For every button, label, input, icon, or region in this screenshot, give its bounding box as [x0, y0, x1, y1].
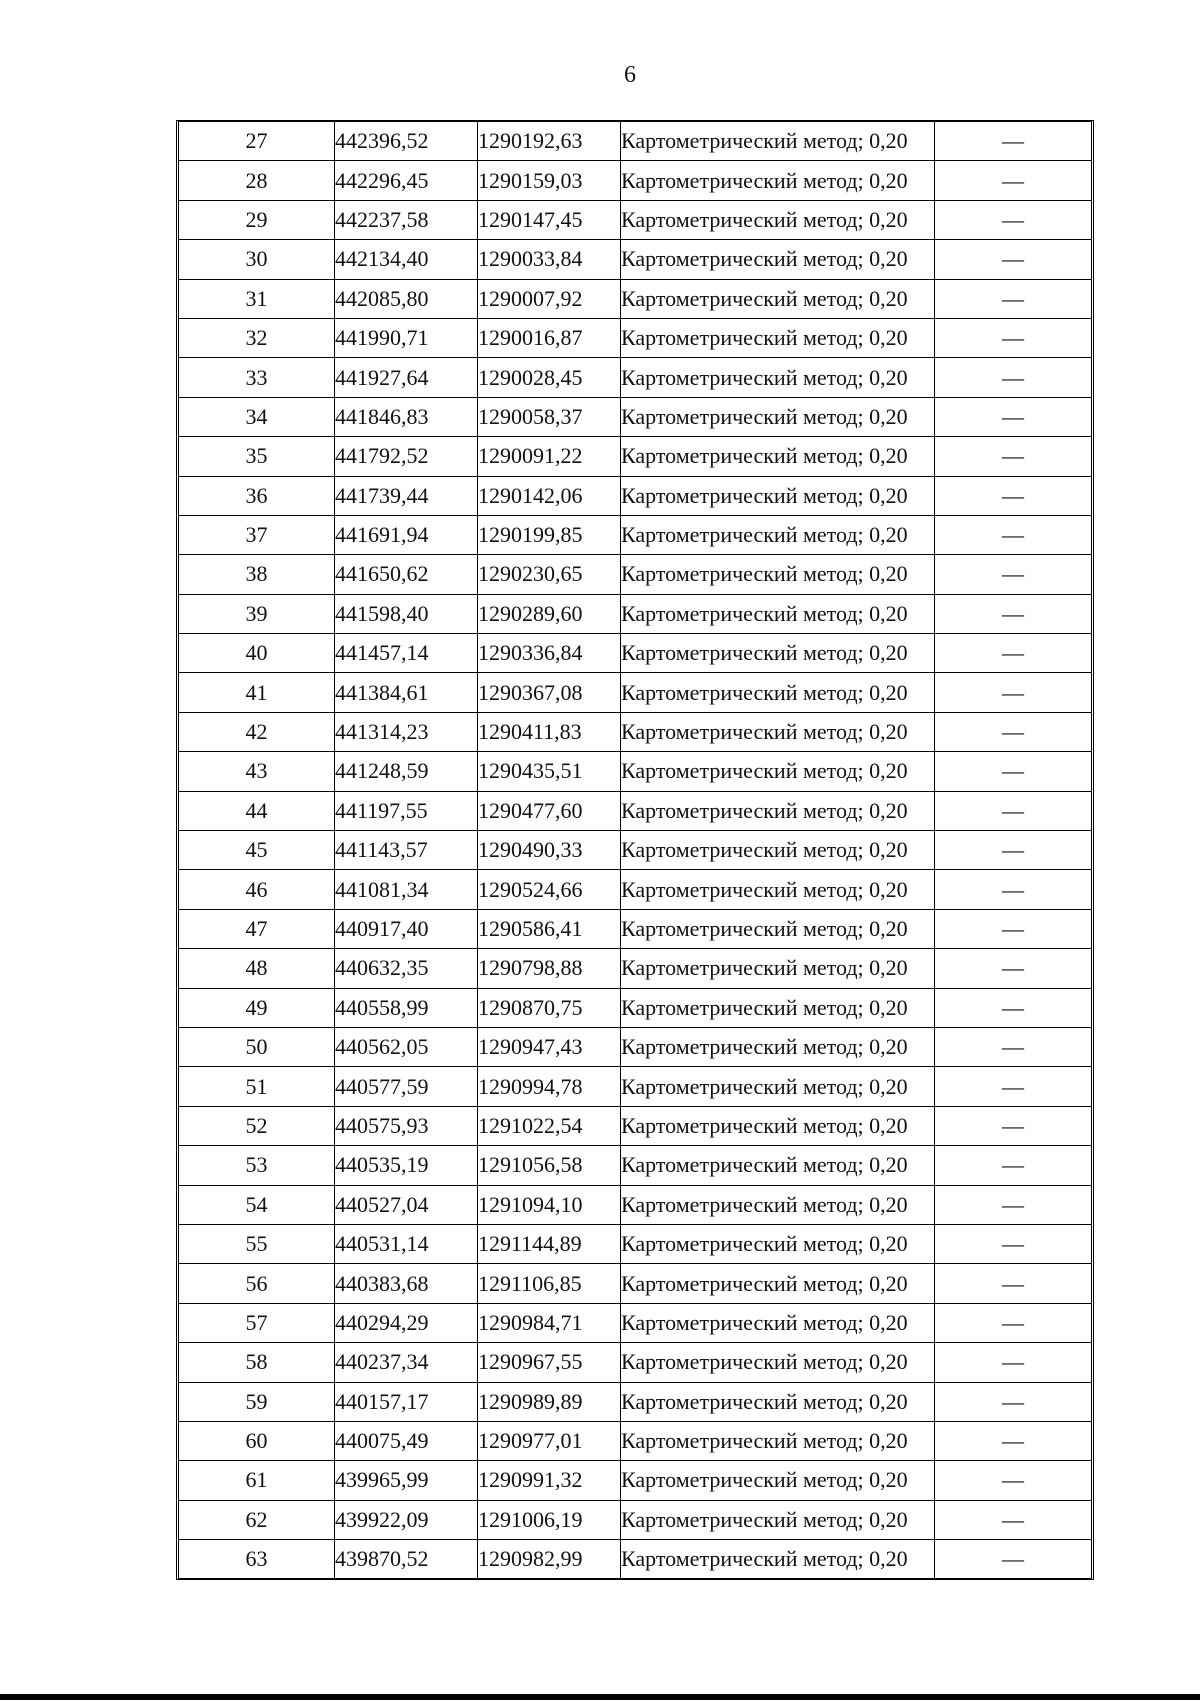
note-cell: —: [935, 791, 1092, 830]
x-coordinate-cell: 439965,99: [335, 1461, 478, 1500]
point-number-cell: 44: [179, 791, 335, 830]
y-coordinate-cell: 1290435,51: [478, 752, 621, 791]
coordinates-table: [176, 120, 1094, 1580]
table-row: [179, 634, 1091, 673]
method-accuracy-cell: Картометрический метод; 0,20: [621, 791, 935, 830]
method-accuracy-cell: Картометрический метод; 0,20: [621, 1540, 935, 1579]
method-accuracy-cell: Картометрический метод; 0,20: [621, 1343, 935, 1382]
method-accuracy-cell: Картометрический метод; 0,20: [621, 122, 935, 161]
method-accuracy-cell: Картометрический метод; 0,20: [621, 358, 935, 397]
x-coordinate-cell: 440632,35: [335, 949, 478, 988]
table-row: [179, 397, 1091, 436]
point-number-cell: 38: [179, 555, 335, 594]
method-accuracy-cell: Картометрический метод; 0,20: [621, 831, 935, 870]
table-row: [179, 1027, 1091, 1066]
point-number-cell: 57: [179, 1303, 335, 1342]
note-cell: —: [935, 909, 1092, 948]
method-accuracy-cell: Картометрический метод; 0,20: [621, 594, 935, 633]
y-coordinate-cell: 1290230,65: [478, 555, 621, 594]
note-cell: —: [935, 200, 1092, 239]
y-coordinate-cell: 1290989,89: [478, 1382, 621, 1421]
note-cell: —: [935, 1264, 1092, 1303]
y-coordinate-cell: 1290091,22: [478, 437, 621, 476]
table-row: [179, 909, 1091, 948]
table-row: [179, 1421, 1091, 1460]
note-cell: —: [935, 476, 1092, 515]
method-accuracy-cell: Картометрический метод; 0,20: [621, 1146, 935, 1185]
point-number-cell: 48: [179, 949, 335, 988]
note-cell: —: [935, 318, 1092, 357]
y-coordinate-cell: 1290947,43: [478, 1027, 621, 1066]
x-coordinate-cell: 440294,29: [335, 1303, 478, 1342]
x-coordinate-cell: 441457,14: [335, 634, 478, 673]
y-coordinate-cell: 1290984,71: [478, 1303, 621, 1342]
point-number-cell: 31: [179, 279, 335, 318]
x-coordinate-cell: 441384,61: [335, 673, 478, 712]
y-coordinate-cell: 1290159,03: [478, 161, 621, 200]
x-coordinate-cell: 441792,52: [335, 437, 478, 476]
note-cell: —: [935, 1185, 1092, 1224]
method-accuracy-cell: Картометрический метод; 0,20: [621, 949, 935, 988]
note-cell: —: [935, 1382, 1092, 1421]
x-coordinate-cell: 440535,19: [335, 1146, 478, 1185]
x-coordinate-cell: 441691,94: [335, 515, 478, 554]
point-number-cell: 30: [179, 240, 335, 279]
x-coordinate-cell: 440562,05: [335, 1027, 478, 1066]
y-coordinate-cell: 1291006,19: [478, 1500, 621, 1539]
point-number-cell: 51: [179, 1067, 335, 1106]
table-row: [179, 358, 1091, 397]
coordinates-table-body: [179, 122, 1091, 1578]
method-accuracy-cell: Картометрический метод; 0,20: [621, 1303, 935, 1342]
note-cell: —: [935, 1224, 1092, 1263]
method-accuracy-cell: Картометрический метод; 0,20: [621, 673, 935, 712]
table-row: [179, 437, 1091, 476]
method-accuracy-cell: Картометрический метод; 0,20: [621, 752, 935, 791]
y-coordinate-cell: 1290870,75: [478, 988, 621, 1027]
point-number-cell: 49: [179, 988, 335, 1027]
x-coordinate-cell: 441143,57: [335, 831, 478, 870]
note-cell: —: [935, 712, 1092, 751]
page-number: 6: [624, 62, 636, 88]
point-number-cell: 55: [179, 1224, 335, 1263]
point-number-cell: 40: [179, 634, 335, 673]
method-accuracy-cell: Картометрический метод; 0,20: [621, 1264, 935, 1303]
y-coordinate-cell: 1290490,33: [478, 831, 621, 870]
method-accuracy-cell: Картометрический метод; 0,20: [621, 279, 935, 318]
x-coordinate-cell: 442134,40: [335, 240, 478, 279]
point-number-cell: 41: [179, 673, 335, 712]
x-coordinate-cell: 441081,34: [335, 870, 478, 909]
point-number-cell: 43: [179, 752, 335, 791]
y-coordinate-cell: 1290798,88: [478, 949, 621, 988]
note-cell: —: [935, 752, 1092, 791]
method-accuracy-cell: Картометрический метод; 0,20: [621, 870, 935, 909]
table-row: [179, 515, 1091, 554]
x-coordinate-cell: 440075,49: [335, 1421, 478, 1460]
x-coordinate-cell: 440531,14: [335, 1224, 478, 1263]
x-coordinate-cell: 440558,99: [335, 988, 478, 1027]
note-cell: —: [935, 161, 1092, 200]
note-cell: —: [935, 1421, 1092, 1460]
table-row: [179, 988, 1091, 1027]
method-accuracy-cell: Картометрический метод; 0,20: [621, 515, 935, 554]
x-coordinate-cell: 440577,59: [335, 1067, 478, 1106]
method-accuracy-cell: Картометрический метод; 0,20: [621, 161, 935, 200]
y-coordinate-cell: 1290411,83: [478, 712, 621, 751]
table-row: [179, 1264, 1091, 1303]
table-row: [179, 1067, 1091, 1106]
method-accuracy-cell: Картометрический метод; 0,20: [621, 437, 935, 476]
point-number-cell: 46: [179, 870, 335, 909]
y-coordinate-cell: 1290586,41: [478, 909, 621, 948]
method-accuracy-cell: Картометрический метод; 0,20: [621, 1500, 935, 1539]
y-coordinate-cell: 1290142,06: [478, 476, 621, 515]
x-coordinate-cell: 441990,71: [335, 318, 478, 357]
x-coordinate-cell: 440527,04: [335, 1185, 478, 1224]
y-coordinate-cell: 1290199,85: [478, 515, 621, 554]
method-accuracy-cell: Картометрический метод; 0,20: [621, 1461, 935, 1500]
note-cell: —: [935, 949, 1092, 988]
table-row: [179, 1146, 1091, 1185]
method-accuracy-cell: Картометрический метод; 0,20: [621, 712, 935, 751]
point-number-cell: 56: [179, 1264, 335, 1303]
point-number-cell: 33: [179, 358, 335, 397]
point-number-cell: 39: [179, 594, 335, 633]
x-coordinate-cell: 440383,68: [335, 1264, 478, 1303]
table-row: [179, 949, 1091, 988]
y-coordinate-cell: 1290058,37: [478, 397, 621, 436]
note-cell: —: [935, 594, 1092, 633]
method-accuracy-cell: Картометрический метод; 0,20: [621, 1382, 935, 1421]
table-row: [179, 673, 1091, 712]
x-coordinate-cell: 439870,52: [335, 1540, 478, 1579]
point-number-cell: 45: [179, 831, 335, 870]
table-row: [179, 240, 1091, 279]
point-number-cell: 37: [179, 515, 335, 554]
x-coordinate-cell: 439922,09: [335, 1500, 478, 1539]
point-number-cell: 58: [179, 1343, 335, 1382]
table-row: [179, 1540, 1091, 1579]
note-cell: —: [935, 240, 1092, 279]
note-cell: —: [935, 1500, 1092, 1539]
table-row: [179, 161, 1091, 200]
note-cell: —: [935, 1027, 1092, 1066]
method-accuracy-cell: Картометрический метод; 0,20: [621, 1185, 935, 1224]
y-coordinate-cell: 1291144,89: [478, 1224, 621, 1263]
table-row: [179, 1224, 1091, 1263]
table-row: [179, 1185, 1091, 1224]
table-row: [179, 555, 1091, 594]
note-cell: —: [935, 1106, 1092, 1145]
y-coordinate-cell: 1290007,92: [478, 279, 621, 318]
y-coordinate-cell: 1290524,66: [478, 870, 621, 909]
table-row: [179, 122, 1091, 161]
y-coordinate-cell: 1290192,63: [478, 122, 621, 161]
y-coordinate-cell: 1290033,84: [478, 240, 621, 279]
point-number-cell: 47: [179, 909, 335, 948]
y-coordinate-cell: 1290016,87: [478, 318, 621, 357]
point-number-cell: 54: [179, 1185, 335, 1224]
note-cell: —: [935, 1303, 1092, 1342]
table-row: [179, 476, 1091, 515]
note-cell: —: [935, 279, 1092, 318]
point-number-cell: 28: [179, 161, 335, 200]
note-cell: —: [935, 673, 1092, 712]
y-coordinate-cell: 1290028,45: [478, 358, 621, 397]
point-number-cell: 60: [179, 1421, 335, 1460]
note-cell: —: [935, 555, 1092, 594]
method-accuracy-cell: Картометрический метод; 0,20: [621, 1421, 935, 1460]
note-cell: —: [935, 988, 1092, 1027]
method-accuracy-cell: Картометрический метод; 0,20: [621, 909, 935, 948]
x-coordinate-cell: 442396,52: [335, 122, 478, 161]
table-row: [179, 1500, 1091, 1539]
x-coordinate-cell: 442085,80: [335, 279, 478, 318]
table-row: [179, 791, 1091, 830]
note-cell: —: [935, 1540, 1092, 1579]
note-cell: —: [935, 870, 1092, 909]
point-number-cell: 27: [179, 122, 335, 161]
table-row: [179, 1343, 1091, 1382]
x-coordinate-cell: 442237,58: [335, 200, 478, 239]
method-accuracy-cell: Картометрический метод; 0,20: [621, 555, 935, 594]
y-coordinate-cell: 1290367,08: [478, 673, 621, 712]
method-accuracy-cell: Картометрический метод; 0,20: [621, 1027, 935, 1066]
method-accuracy-cell: Картометрический метод; 0,20: [621, 476, 935, 515]
y-coordinate-cell: 1291106,85: [478, 1264, 621, 1303]
table-row: [179, 870, 1091, 909]
table-row: [179, 1106, 1091, 1145]
point-number-cell: 34: [179, 397, 335, 436]
point-number-cell: 59: [179, 1382, 335, 1421]
table-row: [179, 752, 1091, 791]
x-coordinate-cell: 441598,40: [335, 594, 478, 633]
x-coordinate-cell: 440157,17: [335, 1382, 478, 1421]
note-cell: —: [935, 1146, 1092, 1185]
note-cell: —: [935, 515, 1092, 554]
note-cell: —: [935, 1067, 1092, 1106]
point-number-cell: 36: [179, 476, 335, 515]
method-accuracy-cell: Картометрический метод; 0,20: [621, 988, 935, 1027]
note-cell: —: [935, 358, 1092, 397]
table-row: [179, 1461, 1091, 1500]
y-coordinate-cell: 1290994,78: [478, 1067, 621, 1106]
table-row: [179, 200, 1091, 239]
x-coordinate-cell: 440917,40: [335, 909, 478, 948]
note-cell: —: [935, 634, 1092, 673]
y-coordinate-cell: 1290147,45: [478, 200, 621, 239]
y-coordinate-cell: 1290982,99: [478, 1540, 621, 1579]
method-accuracy-cell: Картометрический метод; 0,20: [621, 1106, 935, 1145]
coordinates-table-grid: [179, 122, 1091, 1578]
x-coordinate-cell: 440575,93: [335, 1106, 478, 1145]
point-number-cell: 32: [179, 318, 335, 357]
method-accuracy-cell: Картометрический метод; 0,20: [621, 397, 935, 436]
point-number-cell: 52: [179, 1106, 335, 1145]
y-coordinate-cell: 1291056,58: [478, 1146, 621, 1185]
y-coordinate-cell: 1290477,60: [478, 791, 621, 830]
point-number-cell: 62: [179, 1500, 335, 1539]
x-coordinate-cell: 441927,64: [335, 358, 478, 397]
method-accuracy-cell: Картометрический метод; 0,20: [621, 318, 935, 357]
table-row: [179, 318, 1091, 357]
y-coordinate-cell: 1290336,84: [478, 634, 621, 673]
note-cell: —: [935, 122, 1092, 161]
method-accuracy-cell: Картометрический метод; 0,20: [621, 634, 935, 673]
point-number-cell: 50: [179, 1027, 335, 1066]
table-row: [179, 712, 1091, 751]
point-number-cell: 29: [179, 200, 335, 239]
note-cell: —: [935, 437, 1092, 476]
x-coordinate-cell: 440237,34: [335, 1343, 478, 1382]
point-number-cell: 42: [179, 712, 335, 751]
table-row: [179, 1303, 1091, 1342]
y-coordinate-cell: 1290991,32: [478, 1461, 621, 1500]
x-coordinate-cell: 442296,45: [335, 161, 478, 200]
note-cell: —: [935, 397, 1092, 436]
x-coordinate-cell: 441197,55: [335, 791, 478, 830]
note-cell: —: [935, 1461, 1092, 1500]
table-row: [179, 594, 1091, 633]
point-number-cell: 35: [179, 437, 335, 476]
x-coordinate-cell: 441650,62: [335, 555, 478, 594]
y-coordinate-cell: 1290977,01: [478, 1421, 621, 1460]
x-coordinate-cell: 441739,44: [335, 476, 478, 515]
note-cell: —: [935, 831, 1092, 870]
table-row: [179, 279, 1091, 318]
y-coordinate-cell: 1291094,10: [478, 1185, 621, 1224]
page-bottom-border: [0, 1694, 1200, 1700]
x-coordinate-cell: 441248,59: [335, 752, 478, 791]
note-cell: —: [935, 1343, 1092, 1382]
x-coordinate-cell: 441846,83: [335, 397, 478, 436]
table-row: [179, 831, 1091, 870]
method-accuracy-cell: Картометрический метод; 0,20: [621, 1067, 935, 1106]
method-accuracy-cell: Картометрический метод; 0,20: [621, 200, 935, 239]
point-number-cell: 61: [179, 1461, 335, 1500]
method-accuracy-cell: Картометрический метод; 0,20: [621, 240, 935, 279]
y-coordinate-cell: 1290967,55: [478, 1343, 621, 1382]
y-coordinate-cell: 1290289,60: [478, 594, 621, 633]
method-accuracy-cell: Картометрический метод; 0,20: [621, 1224, 935, 1263]
point-number-cell: 53: [179, 1146, 335, 1185]
x-coordinate-cell: 441314,23: [335, 712, 478, 751]
point-number-cell: 63: [179, 1540, 335, 1579]
table-row: [179, 1382, 1091, 1421]
y-coordinate-cell: 1291022,54: [478, 1106, 621, 1145]
